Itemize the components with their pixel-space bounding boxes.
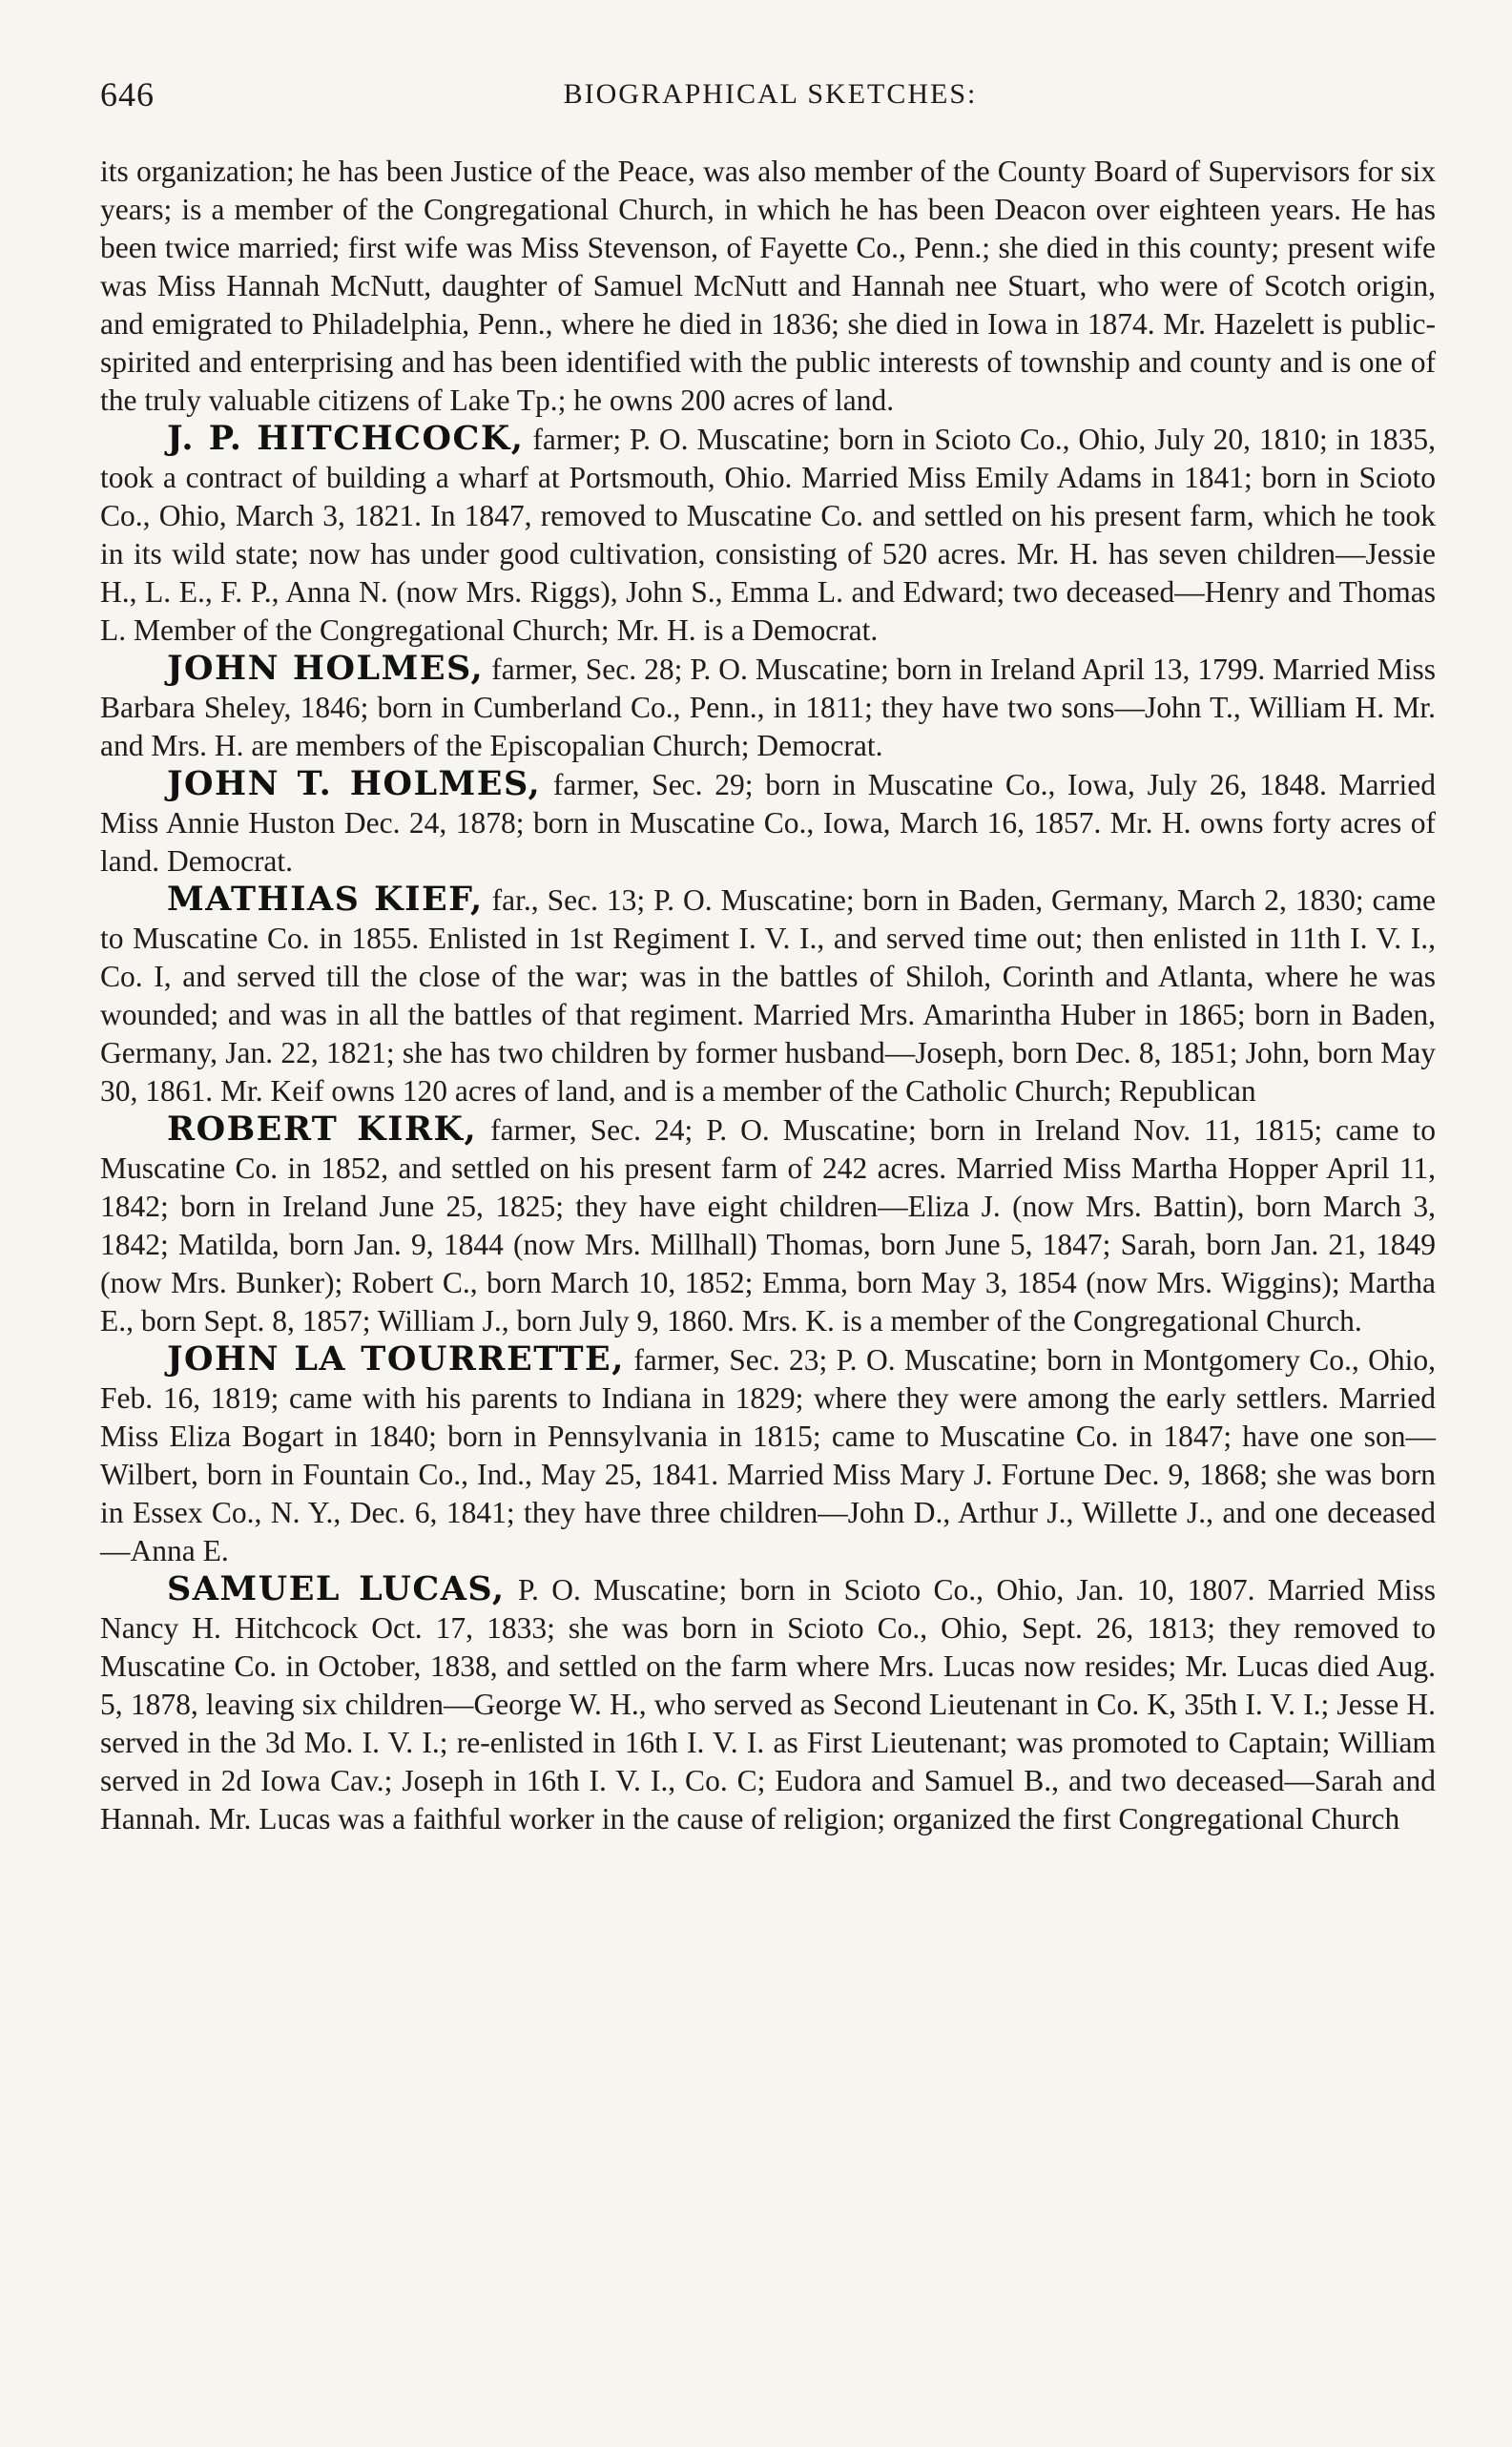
biography-entry	[100, 1570, 1436, 1838]
page-header	[100, 74, 1440, 116]
biography-entry	[100, 650, 1436, 765]
entry-name: JOHN HOLMES,	[167, 649, 485, 688]
entry-name: J. P. HITCHCOCK,	[167, 419, 525, 458]
biography-entry	[100, 420, 1436, 650]
entry-name: SAMUEL LUCAS,	[167, 1569, 506, 1608]
biography-entry	[100, 1340, 1436, 1570]
continued-paragraph: its organization; he has been Justice of the Peace, was also member of the County Board of Supervisors for six years; is a member of the Congregational Church, in which he has been Deacon over eighteen years. He has been twice married; first wife was Miss Stevenson, of Fayette Co., Penn.; she died in this county; present wife was Miss Hannah McNutt, daughter of Samuel McNutt and Hannah nee Stuart, who were of Scotch origin, and emigrated to Philadelphia, Penn., where he died in 1836; she died in Iowa in 1874. Mr. Hazelett is public-spirited and enterprising and has been identified with the public interests of township and county and is one of the truly valuable citizens of Lake Tp.; he owns 200 acres of land.	[100, 155, 1436, 417]
entry-text: farmer, Sec. 24; P. O. Muscatine; born in Ireland Nov. 11, 1815; came to Muscatine Co. in 1852, and settled on his present farm of 242 acres. Married Miss Martha Hopper April 11, 1842; born in Ireland June 25, 1825; they have eight children—Eliza J. (now Mrs. Battin), born March 3, 1842; Matilda, born Jan. 9, 1844 (now Mrs. Millhall) Thomas, born June 5, 1847; Sarah, born Jan. 21, 1849 (now Mrs. Bunker); Robert C., born March 10, 1852; Emma, born May 3, 1854 (now Mrs. Wiggins); Martha E., born Sept. 8, 1857; William J., born July 9, 1860. Mrs. K. is a member of the Congregational Church.	[100, 1113, 1436, 1338]
entry-name: JOHN LA TOURRETTE,	[167, 1339, 625, 1379]
entry-name: ROBERT KIRK,	[167, 1109, 478, 1149]
entry-text: farmer, Sec. 23; P. O. Muscatine; born in Montgomery Co., Ohio, Feb. 16, 1819; came with his parents to Indiana in 1829; where they were among the early settlers. Married Miss Eliza Bogart in 1840; born in Pennsylvania in 1815; came to Muscatine Co. in 1847; have one son—Wilbert, born in Fountain Co., Ind., May 25, 1841. Married Miss Mary J. Fortune Dec. 9, 1868; she was born in Essex Co., N. Y., Dec. 6, 1841; they have three children—John D., Arthur J., Willette J., and one deceased—Anna E.	[100, 1343, 1437, 1567]
entry-text: farmer, Sec. 29; born in Muscatine Co., Iowa, July 26, 1848. Married Miss Annie Huston Dec. 24, 1878; born in Muscatine Co., Iowa, March 16, 1857. Mr. H. owns forty acres of land. Democrat.	[100, 768, 1436, 878]
entry-text: farmer, Sec. 28; P. O. Muscatine; born in Ireland April 13, 1799. Married Miss Barbara Sheley, 1846; born in Cumberland Co., Penn., in 1811; they have two sons—John T., William H. Mr. and Mrs. H. are members of the Episcopalian Church; Democrat.	[100, 653, 1436, 762]
running-title: BIOGRAPHICAL SKETCHES:	[563, 78, 978, 110]
entry-text: farmer; P. O. Muscatine; born in Scioto Co., Ohio, July 20, 1810; in 1835, took a contract of building a wharf at Portsmouth, Ohio. Married Miss Emily Adams in 1841; born in Scioto Co., Ohio, March 3, 1821. In 1847, removed to Muscatine Co. and settled on his present farm, which he took in its wild state; now has under good cultivation, consisting of 520 acres. Mr. H. has seven children—Jessie H., L. E., F. P., Anna N. (now Mrs. Riggs), John S., Emma L. and Edward; two deceased—Henry and Thomas L. Member of the Congregational Church; Mr. H. is a Democrat.	[100, 423, 1437, 647]
biography-entry	[100, 765, 1436, 881]
entry-text: far., Sec. 13; P. O. Muscatine; born in Baden, Germany, March 2, 1830; came to Muscatine Co. in 1855. Enlisted in 1st Regiment I. V. I., and served time out; then enlisted in 11th I. V. I., Co. I, and served till the close of the war; was in the battles of Shiloh, Corinth and Atlanta, where he was wounded; and was in all the battles of that regiment. Married Mrs. Amarintha Huber in 1865; born in Baden, Germany, Jan. 22, 1821; she has two children by former husband—Joseph, born Dec. 8, 1851; John, born May 30, 1861. Mr. Keif owns 120 acres of land, and is a member of the Catholic Church; Republican	[100, 883, 1437, 1108]
entry-name: MATHIAS KIEF,	[167, 880, 484, 919]
page-body	[100, 153, 1436, 1838]
entry-text: P. O. Muscatine; born in Scioto Co., Ohio, Jan. 10, 1807. Married Miss Nancy H. Hitchcock Oct. 17, 1833; she was born in Scioto Co., Ohio, Sept. 26, 1813; they removed to Muscatine Co. in October, 1838, and settled on the farm where Mrs. Lucas now resides; Mr. Lucas died Aug. 5, 1878, leaving six children—George W. H., who served as Second Lieutenant in Co. K, 35th I. V. I.; Jesse H. served in the 3d Mo. I. V. I.; re-enlisted in 16th I. V. I. as First Lieutenant; was promoted to Captain; William served in 2d Iowa Cav.; Joseph in 16th I. V. I., Co. C; Eudora and Samuel B., and two deceased—Sarah and Hannah. Mr. Lucas was a faithful worker in the cause of religion; organized the first Congregational Church	[100, 1573, 1437, 1835]
biography-entry	[100, 1110, 1436, 1340]
page-number: 646	[100, 75, 155, 114]
entry-name: JOHN T. HOLMES,	[167, 764, 542, 803]
biography-entry	[100, 881, 1436, 1110]
